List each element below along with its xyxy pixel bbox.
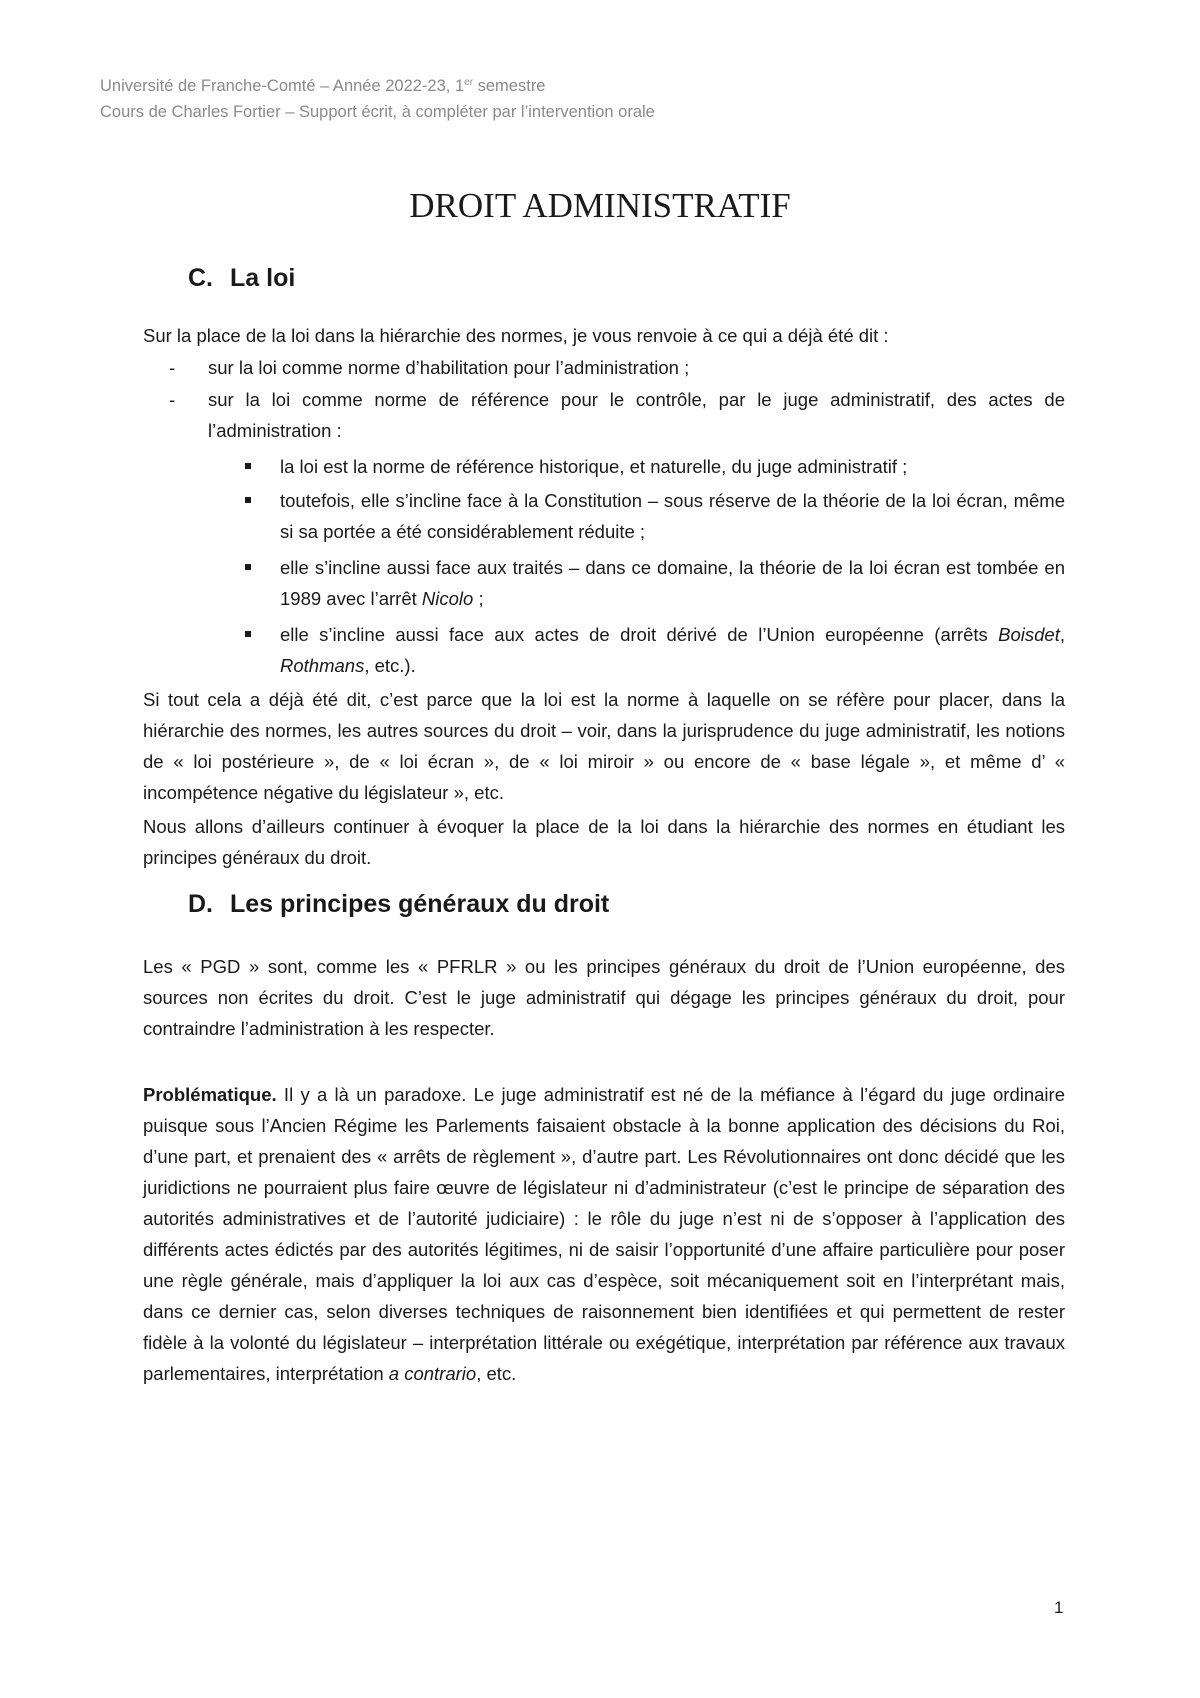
document-title: DROIT ADMINISTRATIF [409, 186, 791, 225]
section-c-intro: Sur la place de la loi dans la hiérarchie des normes, je vous renvoie à ce qui a déjà été dit : [143, 325, 889, 346]
section-d-paragraph: Les « PGD » sont, comme les « PFRLR » ou les principes généraux du droit de l’Union européenne, des sources non écrites du droit. C’est le juge administratif qui dégage les principes généraux du droit, pour contraindre l’administration à les respecter. [143, 956, 1065, 1039]
header-line-1: Université de Franche-Comté – Année 2022-23, 1er semestre [100, 77, 546, 95]
section-d-heading: D. Les principes généraux du droit [188, 890, 610, 918]
list-item: elle s’incline aussi face aux traités – dans ce domaine, la théorie de la loi écran est tombée en 1989 avec l’arrêt Nicolo ; [143, 552, 1065, 614]
square-bullet-icon [245, 497, 251, 503]
square-bullet-icon [245, 564, 251, 570]
section-d-paragraph: Problématique. Il y a là un paradoxe. Le juge administratif est né de la méfiance à l’égard du juge ordinaire puisque sous l’Ancien Régime les Parlements faisaient obstacle à la bonne application des décisions du Roi, d’une part, et prenaient des « arrêts de règlement », d’autre part. Les Révolutionnaires ont donc décidé que les juridictions ne pourraient plus faire œuvre de législateur ni d’administrateur (c’est le principe de séparation des autorités administratives et de l’autorité judiciaire) : le rôle du juge n’est ni de s’opposer à l’application des différents actes édictés par des autorités légitimes, ni de saisir l’opportunité d’une affaire particulière pour poser une règle générale, mais d’appliquer la loi aux cas d’espèce, soit mécaniquement soit en l’interprétant mais, dans ce dernier cas, selon diverses techniques de raisonnement bien identifiées et qui permettent de rester fidèle à la volonté du législateur – interprétation littérale ou exégétique, interprétation par référence aux travaux parlementaires, interprétation a contrario, etc. [143, 1084, 1065, 1384]
square-bullet-icon [245, 631, 251, 637]
list-item: la loi est la norme de référence historique, et naturelle, du juge administratif ; [143, 451, 1065, 482]
list-item: - sur la loi comme norme d’habilitation pour l’administration ; [143, 352, 1065, 383]
section-c-paragraph: Nous allons d’ailleurs continuer à évoquer la place de la loi dans la hiérarchie des normes en étudiant les principes généraux du droit. [143, 816, 1065, 868]
list-item: elle s’incline aussi face aux actes de droit dérivé de l’Union européenne (arrêts Boisdet, Rothmans, etc.). [143, 619, 1065, 681]
section-c-heading: C. La loi [188, 264, 296, 292]
page-number: 1 [1054, 1598, 1064, 1617]
square-bullet-icon [245, 463, 251, 469]
list-item: - sur la loi comme norme de référence pour le contrôle, par le juge administratif, des actes de l’administration : [143, 384, 1065, 446]
section-c-paragraph: Si tout cela a déjà été dit, c’est parce que la loi est la norme à laquelle on se réfère pour placer, dans la hiérarchie des normes, les autres sources du droit – voir, dans la jurisprudence du juge administratif, les notions de « loi postérieure », de « loi écran », de « loi miroir » ou encore de « base légale », et même d’ « incompétence négative du législateur », etc. [143, 689, 1065, 803]
list-item: toutefois, elle s’incline face à la Constitution – sous réserve de la théorie de la loi écran, même si sa portée a été considérablement réduite ; [143, 485, 1065, 547]
dash-marker: - [169, 389, 176, 410]
header-line-2: Cours de Charles Fortier – Support écrit, à compléter par l’intervention orale [100, 103, 655, 121]
dash-marker: - [169, 357, 176, 378]
page-header [100, 70, 655, 125]
